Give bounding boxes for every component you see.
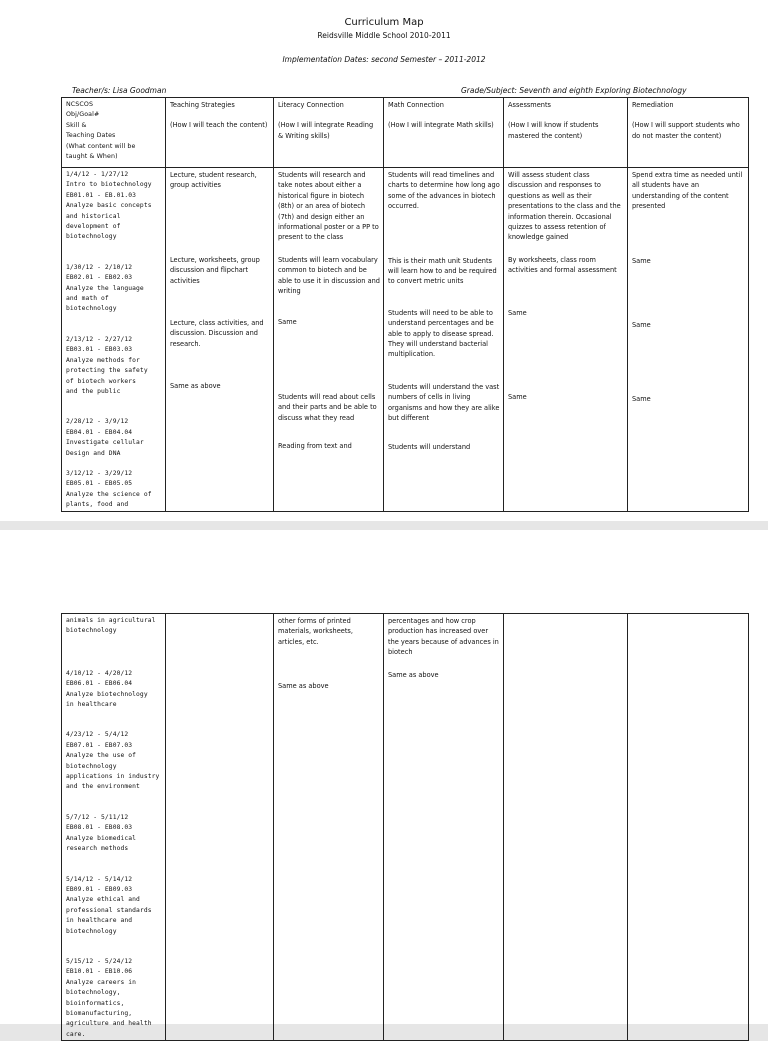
implementation-dates: Implementation Dates: second Semester – 2011-2012 <box>282 55 486 64</box>
assessment-entry: Same <box>508 393 527 402</box>
literacy-entry: other forms of printed materials, worksheets, articles, etc. <box>278 617 353 646</box>
assessments-cell <box>504 168 628 512</box>
objective-entry: 5/7/12 - 5/11/12 EB08.01 - EB08.03 Analyze biomedical research methods <box>66 813 137 853</box>
strategy-entry: Lecture, student research, group activities <box>170 171 257 190</box>
header-subtitle: (How I will know if students mastered the content) <box>508 121 599 140</box>
objective-entry: 5/14/12 - 5/14/12 EB09.01 - EB09.03 Analyze ethical and professional standards in healthcare and biotechnology <box>66 875 152 935</box>
literacy-entry: Same as above <box>278 682 329 691</box>
header-cell-teaching-strategies <box>166 98 274 168</box>
math-entry: Students will understand <box>388 442 471 451</box>
header-title: Literacy Connection <box>278 101 344 109</box>
teacher-line: Teacher/s: Lisa Goodman <box>72 86 167 95</box>
page-2 <box>0 530 768 1038</box>
header-subtitle: (How I will integrate Reading & Writing skills) <box>278 121 374 140</box>
objective-entry: animals in agricultural biotechnology <box>66 617 156 635</box>
header-cell-remediation <box>628 98 749 168</box>
assessment-entry: Will assess student class discussion and responses to questions as well as their presentations to the class and the information therein. Occasional quizzes to assess retention of knowledge gained <box>508 171 621 242</box>
objective-entry: 1/4/12 - 1/27/12 Intro to biotechnology EB01.01 - EB.01.03 Analyze basic concepts and historical development of biotechnology <box>66 171 152 241</box>
header-cell-ncscos <box>62 98 166 168</box>
objective-entry: 4/23/12 - 5/4/12 EB07.01 - EB07.03 Analyze the use of biotechnology applications in industry and the environment <box>66 731 160 791</box>
header-title: Math Connection <box>388 101 444 109</box>
remediation-entry: Same <box>632 321 651 330</box>
objective-entry: 3/12/12 - 3/29/12 EB05.01 - EB05.05 Analyze the science of plants, food and <box>66 469 152 509</box>
header-title: Assessments <box>508 101 551 109</box>
strategy-entry: Lecture, worksheets, group discussion and flipchart activities <box>170 255 260 285</box>
document-title: Curriculum Map <box>344 17 424 28</box>
assessment-entry: By worksheets, class room activities and formal assessment <box>508 255 617 275</box>
objectives-cell <box>62 168 166 512</box>
math-entry: Same as above <box>388 670 439 679</box>
header-cell-assessments <box>504 98 628 168</box>
literacy-entry: Same <box>278 318 297 327</box>
objectives-cell <box>62 614 166 1041</box>
header-cell-literacy-connection <box>274 98 384 168</box>
table-header-row <box>62 98 749 168</box>
curriculum-table-page-1 <box>61 97 749 512</box>
literacy-entry: Students will read about cells and their parts and be able to discuss what they read <box>278 392 377 422</box>
literacy-connection-cell <box>274 614 384 1041</box>
objective-entry: 2/28/12 - 3/9/12 EB04.01 - EB04.04 Investigate cellular Design and DNA <box>66 418 144 457</box>
math-connection-cell <box>384 168 504 512</box>
math-entry: Students will need to be able to understand percentages and be able to apply to disease spread. They will understand bacterial multiplication. <box>388 308 494 359</box>
literacy-connection-cell <box>274 168 384 512</box>
literacy-entry: Reading from text and <box>278 442 352 451</box>
header-title: NCSCOS Obj/Goal# Skill & Teaching Dates (What content will be taught & When) <box>66 101 136 161</box>
math-entry: Students will understand the vast numbers of cells in living organisms and how they are alike but different <box>388 382 500 423</box>
remediation-entry: Spend extra time as needed until all students have an understanding of the content presented <box>632 171 743 211</box>
math-connection-cell <box>384 614 504 1041</box>
teaching-strategies-cell <box>166 614 274 1041</box>
objective-entry: 5/15/12 - 5/24/12 EB10.01 - EB10.06 Analyze careers in biotechnology, bioinformatics, biomanufacturing, agriculture and health care. <box>66 957 152 1038</box>
remediation-cell <box>628 614 749 1041</box>
assessment-entry: Same <box>508 308 527 317</box>
school-line: Reidsville Middle School 2010-2011 <box>317 31 451 40</box>
header-title: Teaching Strategies <box>170 101 235 109</box>
remediation-entry: Same <box>632 256 651 265</box>
math-entry: percentages and how crop production has increased over the years because of advances in biotech <box>388 617 499 657</box>
strategy-entry: Same as above <box>170 382 221 391</box>
literacy-entry: Students will research and take notes about either a historical figure in biotech (8th) or an area of biotech (7th) and design either an informational poster or a PP to present to the class <box>278 171 379 242</box>
table-row <box>62 168 749 512</box>
curriculum-table-page-2 <box>61 613 749 1041</box>
teaching-strategies-cell <box>166 168 274 512</box>
assessments-cell <box>504 614 628 1041</box>
header-subtitle: (How I will integrate Math skills) <box>388 121 494 130</box>
grade-subject-line: Grade/Subject: Seventh and eighth Exploring Biotechnology <box>461 86 687 95</box>
objective-entry: 1/30/12 - 2/10/12 EB02.01 - EB02.03 Analyze the language and math of biotechnology <box>66 263 144 313</box>
literacy-entry: Students will learn vocabulary common to biotech and be able to use it in discussion and writing <box>278 255 380 296</box>
remediation-entry: Same <box>632 395 651 404</box>
header-subtitle: (How I will teach the content) <box>170 121 268 130</box>
header-title: Remediation <box>632 101 674 109</box>
header-cell-math-connection <box>384 98 504 168</box>
math-entry: This is their math unit Students will learn how to and be required to convert metric units <box>388 256 497 286</box>
header-subtitle: (How I will support students who do not master the content) <box>632 121 740 140</box>
strategy-entry: Lecture, class activities, and discussion. Discussion and research. <box>170 319 264 348</box>
remediation-cell <box>628 168 749 512</box>
math-entry: Students will read timelines and charts to determine how long ago some of the advances in biotech occurred. <box>388 171 500 211</box>
table-row <box>62 614 749 1041</box>
objective-entry: 4/10/12 - 4/20/12 EB06.01 - EB06.04 Analyze biotechnology in healthcare <box>66 669 148 709</box>
objective-entry: 2/13/12 - 2/27/12 EB03.01 - EB03.03 Analyze methods for protecting the safety of biotech workers and the public <box>66 335 148 395</box>
